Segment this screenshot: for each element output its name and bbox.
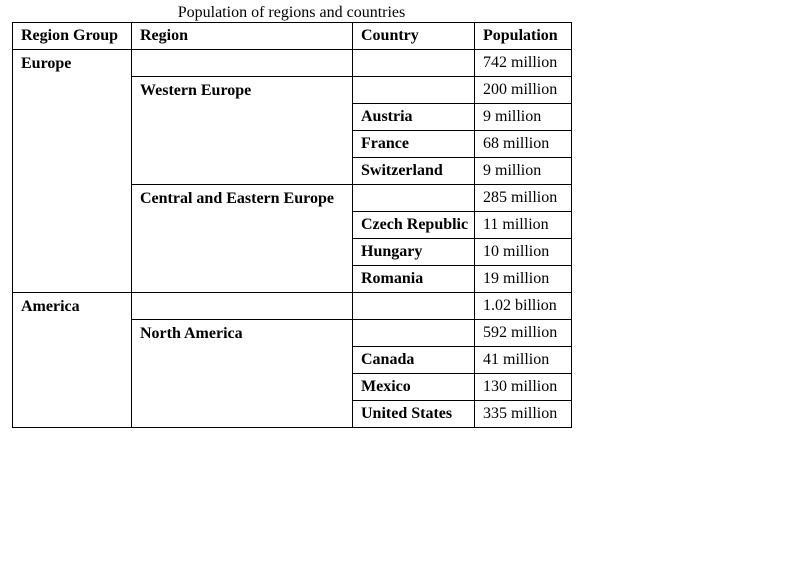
population-cell: 9 million xyxy=(475,104,572,131)
population-cell: 68 million xyxy=(475,131,572,158)
region-cell xyxy=(132,50,353,77)
header-region: Region xyxy=(132,23,353,50)
population-cell: 130 million xyxy=(475,374,572,401)
population-cell: 1.02 billion xyxy=(475,293,572,320)
population-cell: 200 million xyxy=(475,77,572,104)
table-row xyxy=(13,50,572,77)
table-row xyxy=(13,293,572,320)
region-cell xyxy=(132,77,353,185)
header-country: Country xyxy=(353,23,475,50)
population-cell: 9 million xyxy=(475,158,572,185)
country-cell xyxy=(353,50,475,77)
population-cell: 742 million xyxy=(475,50,572,77)
region-cell xyxy=(132,320,353,428)
population-cell: 10 million xyxy=(475,239,572,266)
population-cell: 592 million xyxy=(475,320,572,347)
country-cell: Canada xyxy=(353,347,475,374)
header-row xyxy=(13,23,572,50)
region-name: Western Europe xyxy=(140,82,252,99)
table-caption: Population of regions and countries xyxy=(177,4,406,21)
population-cell: 335 million xyxy=(475,401,572,428)
population-cell: 285 million xyxy=(475,185,572,212)
population-cell: 11 million xyxy=(475,212,572,239)
header-region-group: Region Group xyxy=(13,23,132,50)
country-cell: Hungary xyxy=(353,239,475,266)
region-cell xyxy=(132,293,353,320)
country-cell: Austria xyxy=(353,104,475,131)
region-group-cell xyxy=(13,293,132,428)
population-cell: 41 million xyxy=(475,347,572,374)
region-group-cell xyxy=(13,50,132,293)
region-name: Central and Eastern Europe xyxy=(140,190,334,207)
population-table xyxy=(12,22,572,428)
country-cell: Romania xyxy=(353,266,475,293)
country-cell: Switzerland xyxy=(353,158,475,185)
country-cell xyxy=(353,77,475,104)
country-cell: United States xyxy=(353,401,475,428)
population-cell: 19 million xyxy=(475,266,572,293)
country-cell: Czech Republic xyxy=(353,212,475,239)
region-group-name: America xyxy=(21,298,80,315)
region-group-name: Europe xyxy=(21,55,72,72)
country-cell xyxy=(353,185,475,212)
country-cell xyxy=(353,320,475,347)
country-cell: Mexico xyxy=(353,374,475,401)
region-cell xyxy=(132,185,353,293)
country-cell: France xyxy=(353,131,475,158)
country-cell xyxy=(353,293,475,320)
header-population: Population xyxy=(475,23,572,50)
region-name: North America xyxy=(140,325,243,342)
